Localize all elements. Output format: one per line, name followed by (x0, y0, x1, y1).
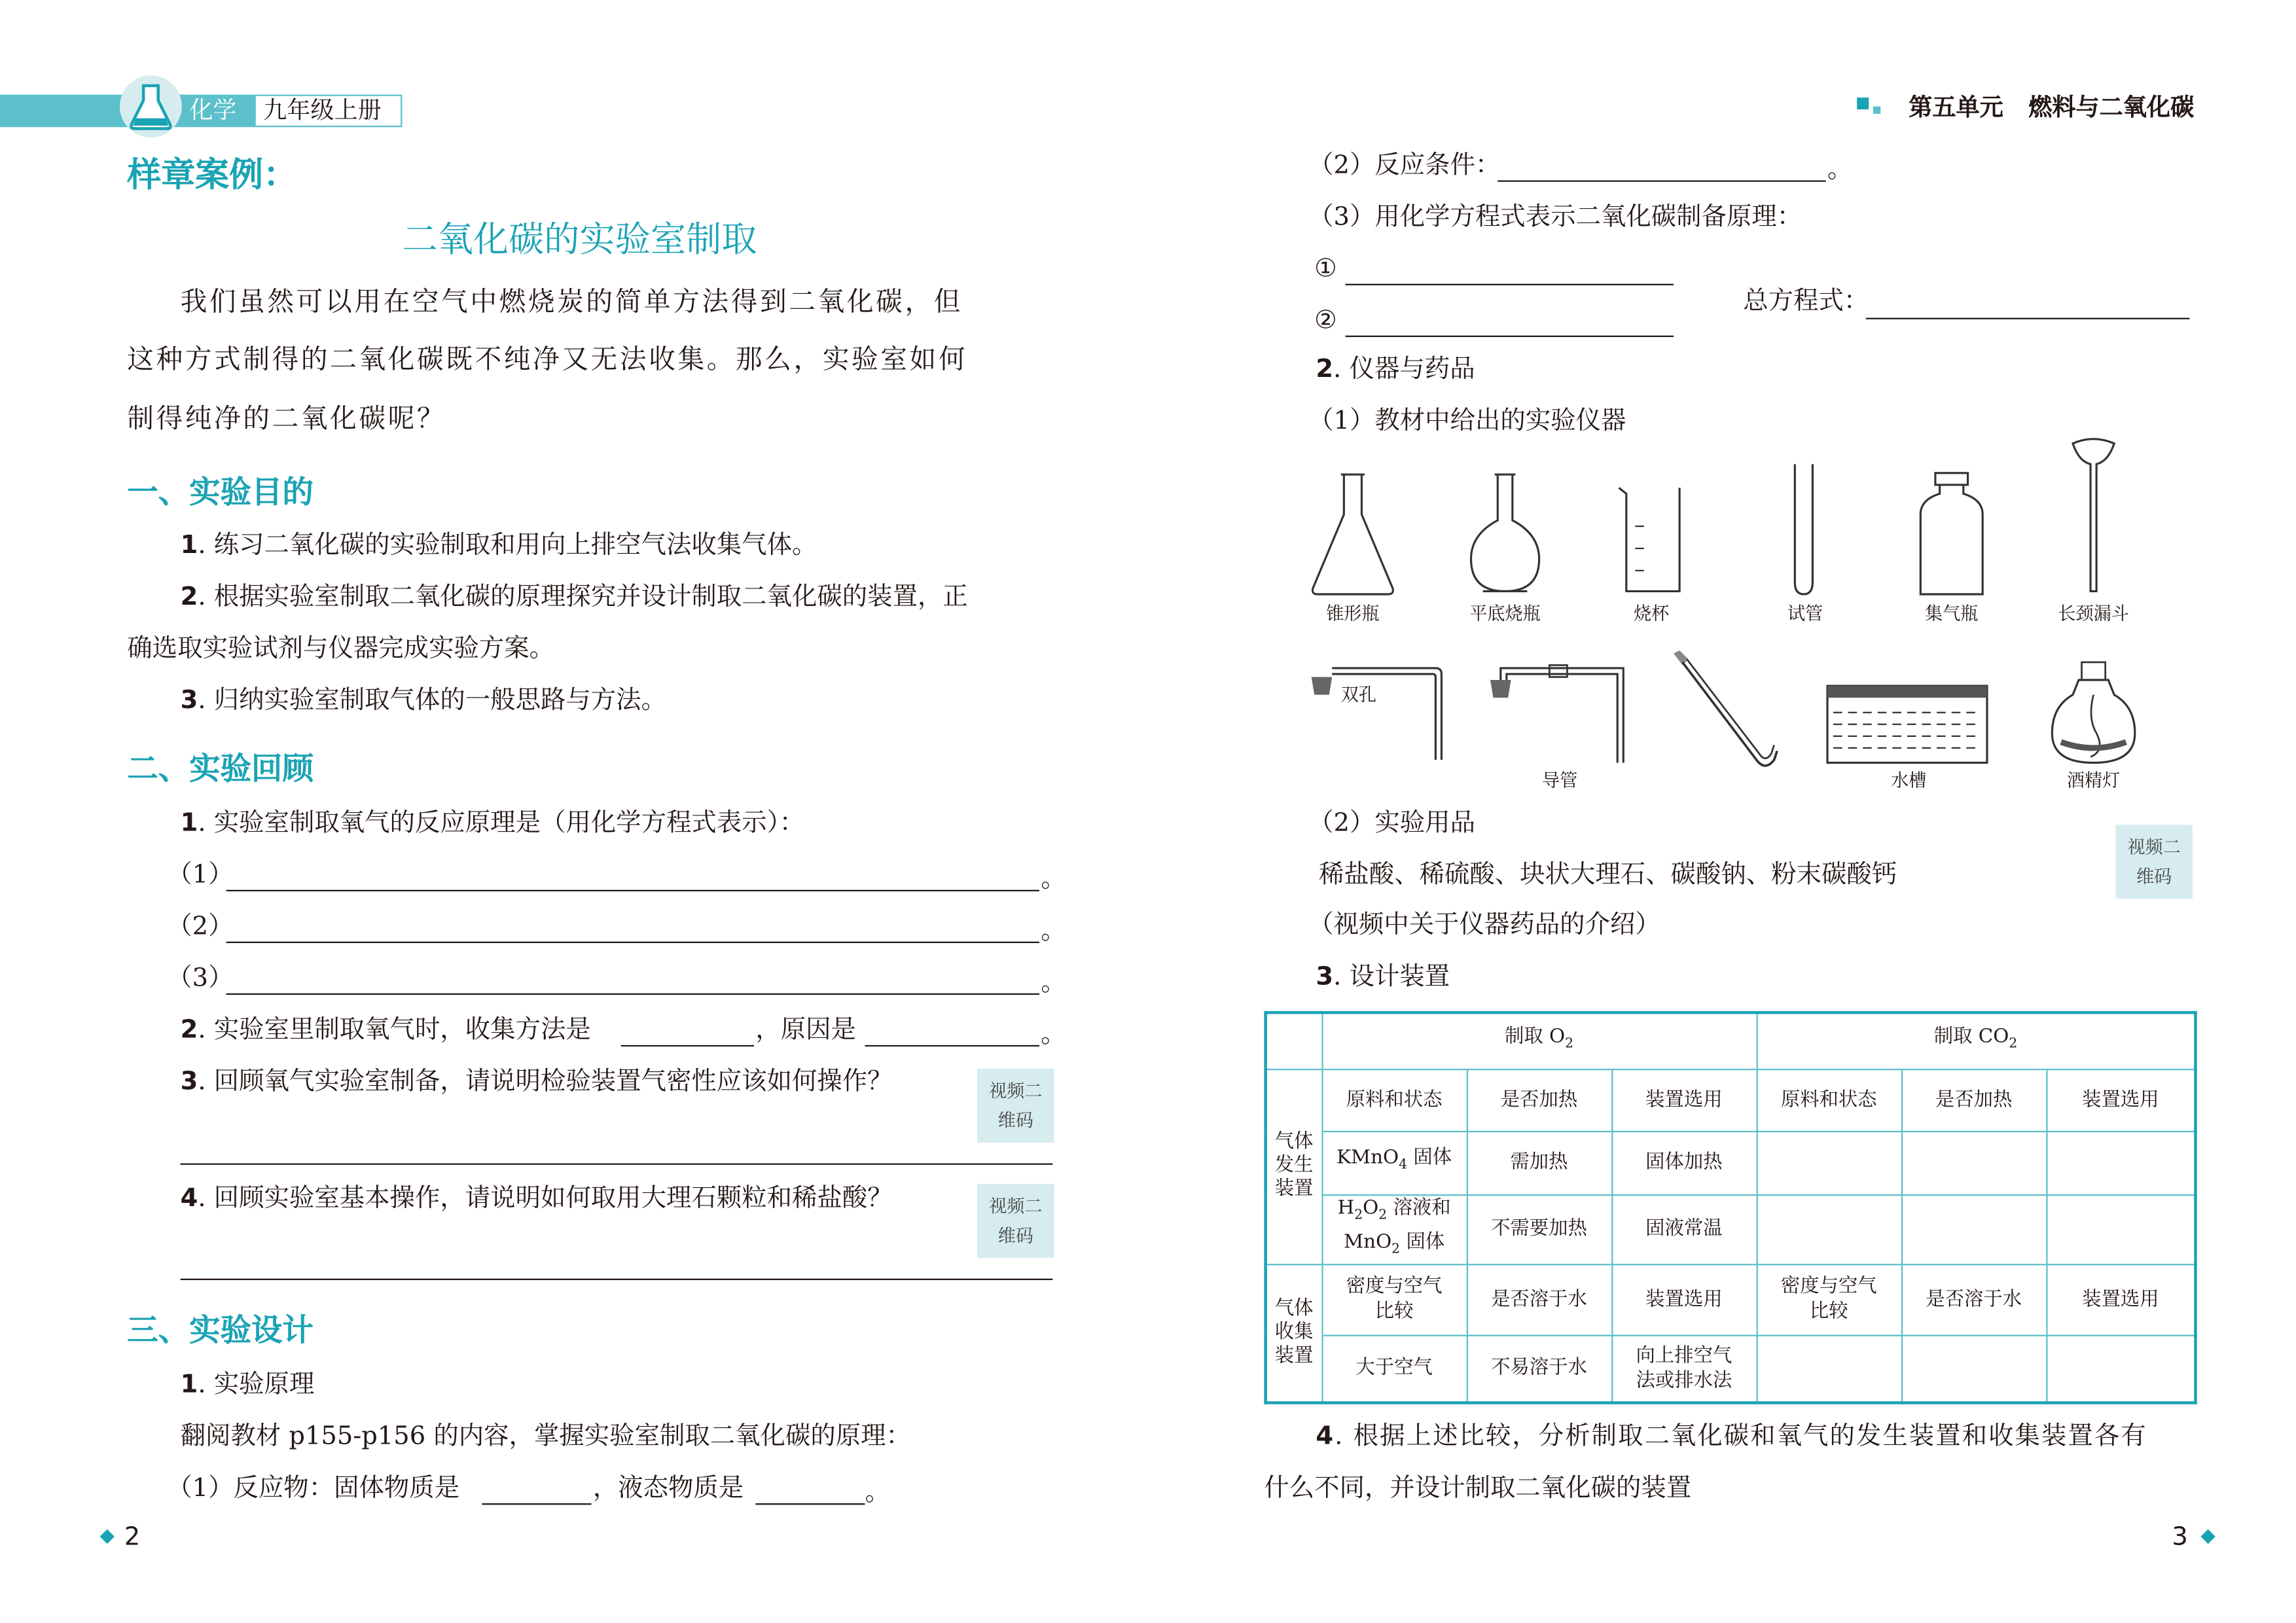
condition-end: 。 (1827, 155, 1853, 185)
intro-line-1: 我们虽然可以用在空气中燃烧炭的简单方法得到二氧化碳，但 (180, 287, 963, 318)
review-q1-item-1-label: （1） (167, 860, 234, 890)
qr-label-a: 视频二 (989, 1080, 1043, 1101)
table-row (1266, 1069, 2196, 1131)
alcohol-lamp-icon (2046, 659, 2141, 766)
bent-tube-icon (1668, 647, 1786, 774)
blank-cell[interactable] (1757, 1194, 1901, 1264)
page-number-left: 2 (124, 1522, 141, 1552)
col-apparatus-choice: 装置选用 (1611, 1069, 1756, 1131)
design-reactant-b: ，液态物质是 (592, 1473, 744, 1504)
instruments-heading: 2. 仪器与药品 (1316, 355, 1475, 385)
answer-line-q1-1[interactable] (226, 890, 1039, 891)
beaker-icon (1615, 482, 1689, 597)
answer-line-eq1[interactable] (1346, 284, 1674, 285)
review-q1: 1. 实验室制取氧气的反应原理是（用化学方程式表示）： (180, 808, 805, 838)
review-q2-b: ，原因是 (755, 1015, 856, 1045)
cell-solid-liquid-room-temp: 固液常温 (1611, 1194, 1756, 1264)
label-gas-jar: 集气瓶 (1925, 603, 1979, 624)
video-note: （视频中关于仪器药品的介绍） (1308, 910, 1660, 940)
sample-label: 样章案例： (127, 156, 298, 196)
conical-flask-icon (1308, 470, 1397, 597)
label-beaker: 烧杯 (1634, 603, 1670, 624)
question-4-line-2: 什么不同，并设计制取二氧化碳的装置 (1264, 1473, 1692, 1504)
col-apparatus-choice: 装置选用 (2046, 1069, 2195, 1131)
answer-line-collect-method[interactable] (621, 1045, 754, 1046)
answer-line-condition[interactable] (1498, 181, 1825, 182)
col-material-state: 原料和状态 (1321, 1069, 1466, 1131)
period: 。 (1041, 968, 1066, 998)
col-density: 密度与空气 比较 (1757, 1264, 1901, 1334)
blank-cell[interactable] (2046, 1131, 2195, 1194)
review-q2-end: 。 (1041, 1020, 1066, 1050)
equation-title: （3）用化学方程式表示二氧化碳制备原理： (1308, 202, 1803, 232)
blank-cell[interactable] (2046, 1194, 2195, 1264)
table-row (1266, 1194, 2196, 1264)
col-heating: 是否加热 (1901, 1069, 2046, 1131)
flask-logo-icon (118, 74, 187, 139)
answer-line-q4[interactable] (181, 1279, 1053, 1280)
cell-h2o2-mno2: $H_2O_2$ 溶液和 MnO$_2$ 固体 (1321, 1194, 1466, 1264)
table-row (1266, 1131, 2196, 1194)
apparatus-comparison-table (1264, 1011, 2197, 1404)
cell-needs-heat: 需加热 (1467, 1131, 1611, 1194)
qr-label-b: 维码 (997, 1110, 1033, 1131)
blank-cell[interactable] (1757, 1335, 1901, 1403)
header-square-small-icon (1873, 107, 1880, 114)
header-unit-title: 燃料与二氧化碳 (2028, 93, 2195, 122)
col-apparatus-choice: 装置选用 (2046, 1264, 2195, 1334)
header-unit-num: 第五单元 (1909, 93, 2003, 122)
design-reading: 翻阅教材 p155-p156 的内容，掌握实验室制取二氧化碳的原理： (180, 1421, 911, 1452)
answer-line-q1-3[interactable] (226, 993, 1039, 995)
header-square-icon (1857, 98, 1869, 109)
section-objectives: 一、实验目的 (127, 473, 314, 510)
review-q1-item-3-label: （3） (167, 963, 234, 993)
col-material-state: 原料和状态 (1757, 1069, 1901, 1131)
period: 。 (1041, 865, 1066, 895)
col-solubility: 是否溶于水 (1901, 1264, 2046, 1334)
answer-line-total[interactable] (1866, 318, 2190, 319)
cell-denser-than-air: 大于空气 (1321, 1335, 1466, 1403)
water-trough-icon (1824, 683, 1990, 766)
equation-2-label: ② (1314, 306, 1337, 336)
table-row (1266, 1012, 2196, 1069)
label-delivery-tube: 导管 (1541, 770, 1578, 791)
label-long-neck-funnel: 长颈漏斗 (2058, 603, 2129, 624)
cell-kmno4: KMnO$_4$ 固体 (1321, 1131, 1466, 1194)
section-design: 三、实验设计 (127, 1311, 314, 1348)
instruments-sub1: （1）教材中给出的实验仪器 (1308, 406, 1626, 437)
diamond-icon (100, 1529, 115, 1544)
answer-line-liquid[interactable] (755, 1503, 865, 1505)
page-number-right: 3 (2172, 1522, 2188, 1552)
blank-cell[interactable] (1757, 1131, 1901, 1194)
delivery-tube-icon (1484, 659, 1632, 766)
cell-solid-heating: 固体加热 (1611, 1131, 1756, 1194)
blank-cell[interactable] (1901, 1131, 2046, 1194)
review-q3: 3. 回顾氧气实验室制备，请说明检验装置气密性应该如何操作？ (180, 1067, 893, 1097)
equation-1-label: ① (1314, 254, 1337, 284)
table-row (1266, 1335, 2196, 1403)
design-reactant-a: （1）反应物：固体物质是 (167, 1473, 460, 1504)
answer-line-eq2[interactable] (1346, 336, 1674, 337)
objective-3: 3. 归纳实验室制取气体的一般思路与方法。 (180, 686, 666, 716)
qr-label-a: 视频二 (989, 1196, 1043, 1217)
intro-line-2: 这种方式制得的二氧化碳既不纯净又无法收集。那么，实验室如何 (127, 344, 968, 376)
answer-line-q3[interactable] (181, 1164, 1053, 1165)
answer-line-reason[interactable] (865, 1045, 1039, 1046)
flat-bottom-flask-icon (1463, 470, 1546, 597)
question-4-line-1: 4. 根据上述比较，分析制取二氧化碳和氧气的发生装置和收集装置各有 (1316, 1421, 2147, 1452)
table-row (1266, 1264, 2196, 1334)
total-equation-label: 总方程式： (1743, 287, 1869, 317)
objective-2-cont: 确选取实验试剂与仪器完成实验方案。 (127, 633, 555, 664)
period: 。 (1041, 916, 1066, 946)
collection-apparatus-label: 气体 收集 装置 (1266, 1264, 1322, 1402)
header-subject: 化学 (189, 96, 237, 124)
label-flat-bottom-flask: 平底烧瓶 (1469, 603, 1541, 624)
review-q4: 4. 回顾实验室基本操作，请说明如何取用大理石颗粒和稀盐酸？ (180, 1184, 893, 1214)
col-apparatus-choice: 装置选用 (1611, 1264, 1756, 1334)
objective-2: 2. 根据实验室制取二氧化碳的原理探究并设计制取二氧化碳的装置，正 (180, 582, 968, 613)
generation-apparatus-label: 气体 发生 装置 (1266, 1069, 1322, 1264)
blank-cell[interactable] (1901, 1335, 2046, 1403)
video-qr-placeholder[interactable] (2115, 825, 2192, 899)
header-co2: 制取 $CO_2$ (1757, 1012, 2196, 1069)
gas-jar-icon (1916, 470, 1987, 597)
design-reactant-end: 。 (865, 1478, 890, 1508)
objective-1: 1. 练习二氧化碳的实验制取和用向上排空气法收集气体。 (180, 530, 817, 561)
qr-label-a: 视频二 (2127, 836, 2181, 858)
supplies-list: 稀盐酸、稀硫酸、块状大理石、碳酸钠、粉末碳酸钙 (1318, 860, 1897, 890)
table-corner-cell (1266, 1012, 1322, 1069)
answer-line-q1-2[interactable] (226, 942, 1039, 943)
col-solubility: 是否溶于水 (1467, 1264, 1611, 1334)
label-water-trough: 水槽 (1891, 770, 1927, 791)
supplies-heading: （2）实验用品 (1308, 808, 1475, 838)
label-alcohol-lamp: 酒精灯 (2066, 770, 2121, 791)
video-qr-placeholder[interactable] (977, 1184, 1054, 1258)
blank-cell[interactable] (1901, 1194, 2046, 1264)
cell-no-heat: 不需要加热 (1467, 1194, 1611, 1264)
design-principle: 1. 实验原理 (180, 1370, 315, 1400)
label-double-hole: 双孔 (1340, 684, 1377, 705)
qr-label-b: 维码 (2136, 866, 2172, 887)
stopper-tube-icon (1306, 659, 1448, 766)
diamond-icon (2200, 1529, 2215, 1544)
answer-line-solid[interactable] (482, 1503, 591, 1505)
label-test-tube: 试管 (1787, 603, 1823, 624)
intro-line-3: 制得纯净的二氧化碳呢？ (127, 403, 446, 435)
header-grade: 九年级上册 (263, 96, 382, 124)
review-q2-a: 2. 实验室里制取氧气时，收集方法是 (180, 1015, 591, 1045)
cell-insoluble: 不易溶于水 (1467, 1335, 1611, 1403)
section-review: 二、实验回顾 (127, 749, 314, 787)
page-title: 二氧化碳的实验室制取 (402, 219, 757, 260)
reaction-condition: （2）反应条件： (1308, 151, 1501, 181)
cell-collection-method: 向上排空气 法或排水法 (1611, 1335, 1756, 1403)
review-q1-item-2-label: （2） (167, 912, 234, 942)
long-neck-funnel-icon (2070, 438, 2117, 594)
blank-cell[interactable] (2046, 1335, 2195, 1403)
header-o2: 制取 $O_2$ (1321, 1012, 1756, 1069)
video-qr-placeholder[interactable] (977, 1069, 1054, 1143)
test-tube-icon (1789, 461, 1818, 597)
label-conical-flask: 锥形瓶 (1326, 603, 1380, 624)
col-density: 密度与空气 比较 (1321, 1264, 1466, 1334)
qr-label-b: 维码 (997, 1225, 1033, 1247)
design-apparatus-heading: 3. 设计装置 (1316, 962, 1450, 992)
col-heating: 是否加热 (1467, 1069, 1611, 1131)
